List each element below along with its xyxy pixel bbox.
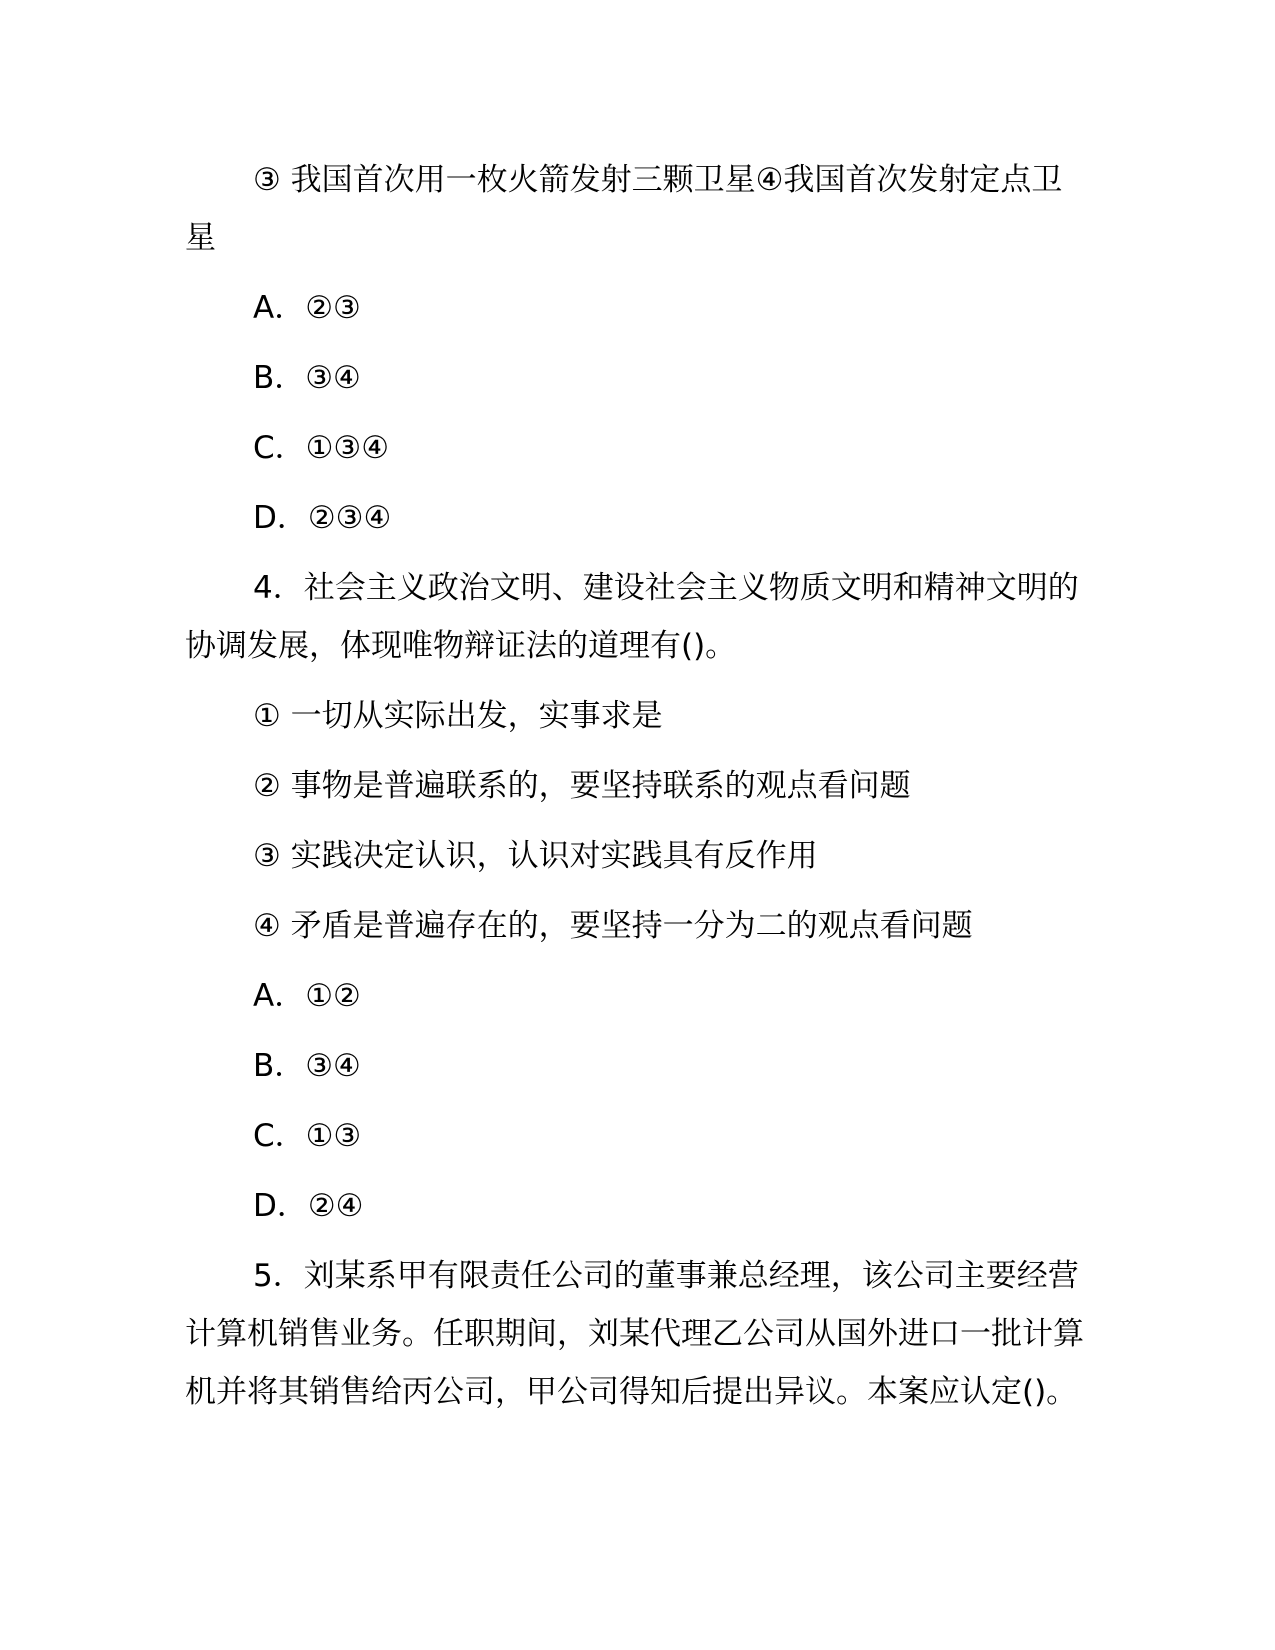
q3-option-d: D．②③④ (253, 500, 392, 536)
q3-option-c: C．①③④ (253, 430, 390, 466)
question-5-stem: 5．刘某系甲有限责任公司的董事兼总经理，该公司主要经营计算机销售业务。任职期间，刘某代理乙公司从国外进口一批计算机并将其销售给丙公司，甲公司得知后提出异议。本案应认定()。 (185, 1258, 1084, 1410)
question-4-stem: 4．社会主义政治文明、建设社会主义物质文明和精神文明的协调发展，体现唯物辩证法的道理有()。 (185, 570, 1079, 664)
q4-statement-2: ② 事物是普遍联系的，要坚持联系的观点看问题 (253, 768, 911, 804)
document-body (185, 151, 1090, 1433)
q4-option-c: C．①③ (253, 1118, 362, 1154)
q3-option-a: A．②③ (253, 290, 361, 326)
q3-option-b: B．③④ (253, 360, 361, 396)
q4-statement-1: ① 一切从实际出发，实事求是 (253, 698, 663, 734)
q4-option-a: A．①② (253, 978, 361, 1014)
question-3-statements-continued: ③ 我国首次用一枚火箭发射三颗卫星④我国首次发射定点卫星 (185, 162, 1063, 256)
q4-option-b: B．③④ (253, 1048, 361, 1084)
q4-statement-4: ④ 矛盾是普遍存在的，要坚持一分为二的观点看问题 (253, 908, 973, 944)
q4-statement-3: ③ 实践决定认识，认识对实践具有反作用 (253, 838, 818, 874)
q4-option-d: D．②④ (253, 1188, 364, 1224)
